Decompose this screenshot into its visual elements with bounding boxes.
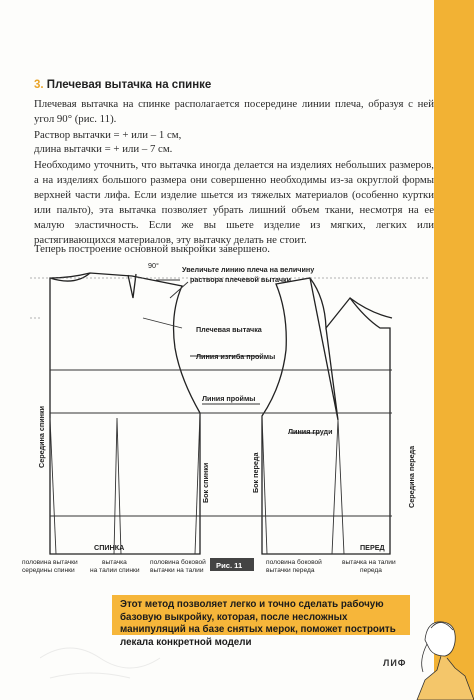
shoulder-dart-label: Плечевая вытачка xyxy=(196,325,262,334)
dart-back-waist-2: на талии спинки xyxy=(90,567,140,574)
back-center-label: Середина спинки xyxy=(37,405,46,468)
dart-front-waist-1: вытачка на талии xyxy=(342,559,396,566)
front-center-label: Середина переда xyxy=(407,445,416,508)
armhole-line-label: Линия проймы xyxy=(202,394,256,403)
dart-back-waist-1: вытачка xyxy=(102,559,127,566)
half-side-dart-2: вытачки на талии xyxy=(150,567,204,574)
half-dart-center-back-2: середины спинки xyxy=(22,567,75,574)
half-side-front-1: половина боковой xyxy=(266,559,322,566)
pattern-diagram xyxy=(20,258,440,588)
back-outline xyxy=(50,273,200,554)
front-outline xyxy=(262,278,390,554)
running-footer: ЛИФ xyxy=(383,658,407,668)
faint-background-sketch xyxy=(40,628,180,688)
center-back-dart xyxy=(50,418,56,554)
angle-label: 90° xyxy=(148,261,159,270)
paragraph-4: Теперь построение основной выкройки завершено. xyxy=(34,243,270,255)
callout-box: Этот метод позволяет легко и точно сделать рабочую базовую выкройку, которая, после несложных манипуляций на базе снятых мерок, поможет построить лекала конкретной модели xyxy=(112,595,410,635)
half-side-dart-1: половина боковой xyxy=(150,559,206,566)
shoulder-note-2: раствора плечевой вытачки xyxy=(190,275,292,284)
side-back-label: Бок спинки xyxy=(201,462,210,503)
section-title xyxy=(34,79,211,91)
back-label: СПИНКА xyxy=(94,543,125,552)
front-bust-dart xyxy=(310,278,338,420)
side-dart-front xyxy=(262,416,267,554)
paragraph-2a: Раствор вытачки = + или – 1 см, xyxy=(34,129,182,141)
paragraph-3: Необходимо уточнить, что вытачка иногда делается на изделиях небольших размеров, а на изделиях большого размера они совершенно необходимы из-за округлой формы верхней части лифа. Если изделие шьется из тяжелых материалов (особенно куртки или пальто), эта вытачка позволяет убрать лишний объем ткани, несмотря на ее малую эластичность. Если же вы шьете изделие из мягких, легких или растягивающихся материалов, эту вытачку делать не стоит. xyxy=(34,159,434,246)
figure-label: Рис. 11 xyxy=(216,561,243,570)
section-number: 3. xyxy=(34,79,44,91)
front-waist-dart xyxy=(332,420,344,554)
side-dart-back xyxy=(195,413,200,554)
side-front-label: Бок переда xyxy=(251,452,260,493)
half-side-front-2: вытачки переда xyxy=(266,567,315,574)
accent-side-bar xyxy=(434,0,474,700)
front-label: ПЕРЕД xyxy=(360,543,385,552)
bust-line-label: Линия груди xyxy=(288,427,333,436)
half-dart-center-back-1: половина вытачки xyxy=(22,559,78,566)
front-neck xyxy=(350,298,392,318)
paragraph-2b: длина вытачки = + или – 7 см. xyxy=(34,143,173,155)
armhole-bend-label: Линия изгиба проймы xyxy=(196,352,276,361)
shoulder-note-1: Увеличьте линию плеча на величину xyxy=(182,265,315,274)
back-shoulder-dart xyxy=(128,274,136,298)
dart-front-waist-2: переда xyxy=(360,567,382,574)
fashion-figure-illustration xyxy=(405,610,474,700)
section-title-text: Плечевая вытачка на спинке xyxy=(46,79,212,91)
figure-label-box xyxy=(210,558,254,571)
back-waist-dart xyxy=(114,418,121,554)
paragraph-1: Плечевая вытачка на спинке располагается посередине линии плеча, образуя с ней угол 90° (рис. 11). xyxy=(34,98,434,125)
